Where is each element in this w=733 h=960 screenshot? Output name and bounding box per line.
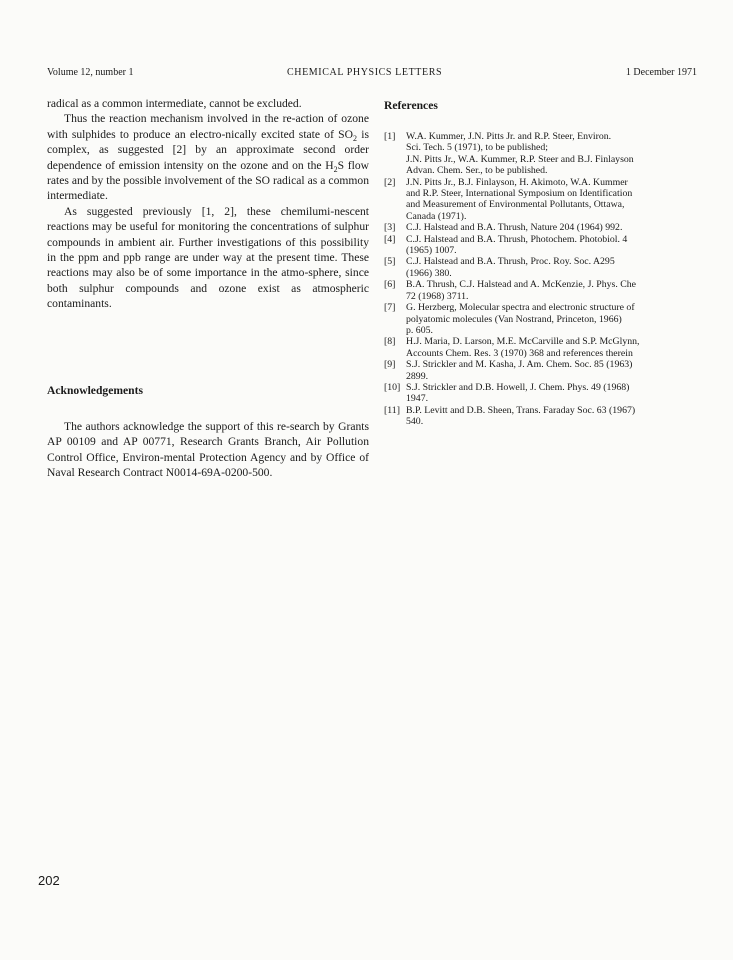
reference-text: C.J. Halstead and B.A. Thrush, Photochem. Photobiol. 4 (1965) 1007. [406,233,628,257]
reference-item [384,405,700,428]
reference-item [384,382,700,405]
reference-text: S.J. Strickler and D.B. Howell, J. Chem. Phys. 49 (1968) 1947. [406,381,630,405]
reference-text: B.P. Levitt and D.B. Sheen, Trans. Faraday Soc. 63 (1967) 540. [406,404,636,428]
reference-list [384,131,700,428]
reference-text: C.J. Halstead and B.A. Thrush, Nature 204 (1964) 992. [406,222,623,234]
reference-number: [11] [384,404,400,416]
reference-number: [8] [384,336,396,348]
reference-item [384,359,700,382]
acknowledgements-body [47,419,369,481]
body-text [47,96,369,312]
reference-number: [7] [384,302,396,314]
reference-number: [6] [384,279,396,291]
paragraph-2-part-a: Thus the reaction mechanism involved in the re-action of ozone with sulphides to produce an electro-nically excited state of SO [47,112,369,141]
references-heading: References [384,99,438,112]
acknowledgements-heading: Acknowledgements [47,384,143,397]
reference-number: [9] [384,359,396,371]
running-header [47,67,697,83]
paragraph-2-part-c: S flow rates and by the possible involvement of the SO radical as a common intermediate. [47,158,369,203]
reference-text: B.A. Thrush, C.J. Halstead and A. McKenzie, J. Phys. Che 72 (1968) 3711. [406,279,637,302]
reference-number: [2] [384,176,396,188]
paragraph-3: As suggested previously [1, 2], these chemilumi-nescent reactions may be useful for monitoring the concentrations of sulphur compounds in ambient air. Further investigations of this possibility in the ppm and ppb range are under way at the present time. These reactions may also be of some importance in the atmo-sphere, since both sulphur compounds and ozone exist as atmospheric contaminants. [47,204,369,311]
reference-item [384,234,700,257]
issue-date: 1 December 1971 [625,67,697,78]
paragraph-2-part-b: is complex, as suggested [2] by an approximate second order dependence of emission intensity on the ozone and on the H [47,127,369,172]
reference-number: [10] [384,381,401,393]
reference-item [384,302,700,336]
reference-item [384,131,700,177]
reference-item [384,222,700,233]
reference-number: [1] [384,131,396,142]
page-number: 202 [38,873,60,888]
volume-label: Volume 12, number 1 [47,67,134,78]
reference-text: H.J. Maria, D. Larson, M.E. McCarville and S.P. McGlynn, Accounts Chem. Res. 3 (1970) 368 and references therein [406,336,640,359]
reference-text: J.N. Pitts Jr., B.J. Finlayson, H. Akimoto, W.A. Kummer and R.P. Steer, International Symposium on Identification and Measurement of Environmental Pollutants, Ottawa, Canada (1971). [406,176,633,222]
reference-number: [3] [384,222,396,234]
reference-number: [4] [384,233,396,245]
acknowledgements-text: The authors acknowledge the support of this re-search by Grants AP 00109 and AP 00771, Research Grants Branch, Air Pollution Control Office, Environ-mental Protection Agency and by Office of Naval Research Contract N0014-69A-0200-500. [47,420,369,480]
paragraph-1: radical as a common intermediate, cannot be excluded. [47,97,302,110]
reference-text: G. Herzberg, Molecular spectra and electronic structure of polyatomic molecules (Van Nostrand, Princeton, 1966) p. 605. [406,302,635,336]
reference-text: W.A. Kummer, J.N. Pitts Jr. and R.P. Steer, Environ. Sci. Tech. 5 (1971), to be published; J.N. Pitts Jr., W.A. Kummer, R.P. Steer and B.J. Finlayson Advan. Chem. Ser., to be published. [406,131,634,177]
reference-item [384,177,700,223]
reference-item [384,279,700,302]
journal-title: CHEMICAL PHYSICS LETTERS [287,67,443,78]
reference-text: S.J. Strickler and M. Kasha, J. Am. Chem. Soc. 85 (1963) 2899. [406,359,633,382]
reference-item [384,336,700,359]
reference-number: [5] [384,256,396,268]
reference-text: C.J. Halstead and B.A. Thrush, Proc. Roy. Soc. A295 (1966) 380. [406,256,615,279]
subscript: 2 [353,133,358,143]
subscript: 2 [333,164,338,174]
reference-item [384,256,700,279]
paragraph-2 [47,111,369,203]
